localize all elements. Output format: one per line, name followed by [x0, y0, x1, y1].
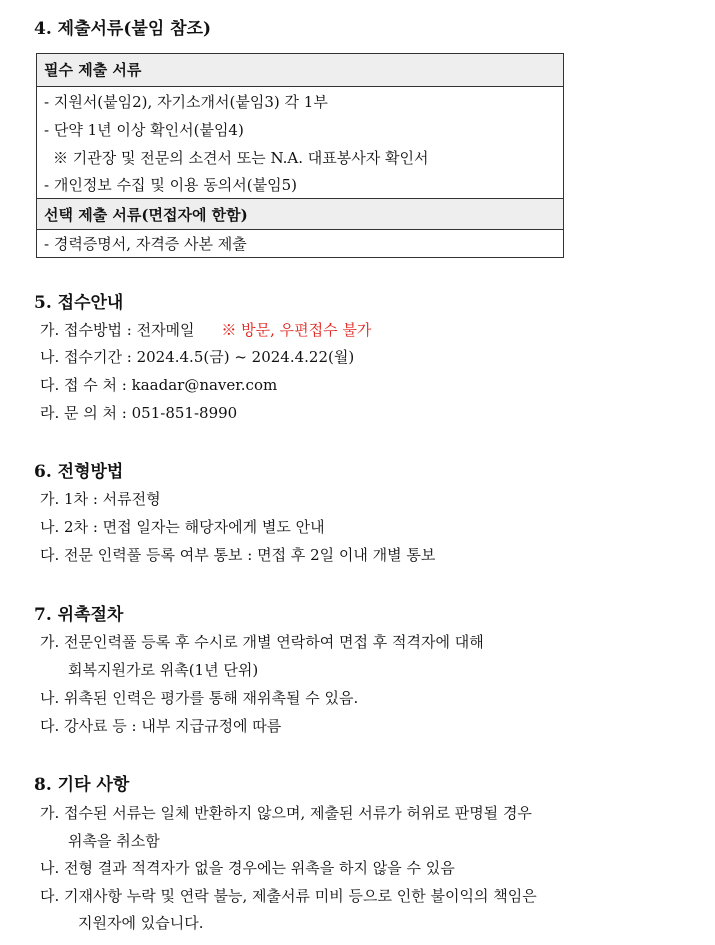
- optional-doc-item: - 경력증명서, 자격증 사본 제출: [44, 235, 247, 253]
- appointment-step-cont: 회복지원가로 위촉(1년 단위): [68, 661, 259, 679]
- appointment-step: 나. 위촉된 인력은 평가를 통해 재위촉될 수 있음.: [40, 689, 359, 707]
- appointment-step: 가. 전문인력풀 등록 후 수시로 개별 연락하여 면접 후 적격자에 대해: [40, 633, 484, 651]
- misc-item-cont: 위촉을 취소함: [68, 832, 160, 850]
- appointment-step: 다. 강사료 등 : 내부 지급규정에 따름: [40, 717, 282, 735]
- section-8-title: 8. 기타 사항: [34, 775, 130, 795]
- section-5-title: 5. 접수안내: [34, 293, 124, 313]
- required-doc-item: - 지원서(붙임2), 자기소개서(붙임3) 각 1부: [44, 93, 328, 111]
- section-7-title: 7. 위촉절차: [34, 605, 124, 625]
- receipt-method: [40, 320, 371, 340]
- required-docs-header: 필수 제출 서류: [37, 54, 563, 87]
- misc-item: 다. 기재사항 누락 및 연락 불능, 제출서류 미비 등으로 인한 불이익의 책임은: [40, 887, 537, 905]
- required-doc-note: ※ 기관장 및 전문의 소견서 또는 N.A. 대표봉사자 확인서: [53, 149, 429, 167]
- receipt-method-note: ※ 방문, 우편접수 불가: [221, 321, 372, 339]
- section-6-title: 6. 전형방법: [34, 462, 124, 482]
- required-doc-item: - 개인정보 수집 및 이용 동의서(붙임5): [44, 176, 298, 194]
- selection-step: 나. 2차 : 면접 일자는 해당자에게 별도 안내: [40, 518, 325, 536]
- documents-table: [36, 53, 564, 258]
- selection-step: 다. 전문 인력풀 등록 여부 통보 : 면접 후 2일 이내 개별 통보: [40, 546, 436, 564]
- misc-item-cont: 지원자에 있습니다.: [78, 914, 204, 932]
- selection-step: 가. 1차 : 서류전형: [40, 490, 161, 508]
- section-4-title: 4. 제출서류(붙임 참조): [34, 19, 212, 39]
- misc-item: 가. 접수된 서류는 일체 반환하지 않으며, 제출된 서류가 허위로 판명될 경우: [40, 804, 532, 822]
- misc-item: 나. 전형 결과 적격자가 없을 경우에는 위촉을 하지 않을 수 있음: [40, 859, 455, 877]
- receipt-period: 나. 접수기간 : 2024.4.5(금) ~ 2024.4.22(월): [40, 348, 355, 366]
- required-doc-item: - 단약 1년 이상 확인서(붙임4): [44, 121, 244, 139]
- receipt-method-text: 가. 접수방법 : 전자메일: [40, 321, 195, 339]
- receipt-contact: 라. 문 의 처 : 051-851-8990: [40, 404, 238, 422]
- receipt-place: 다. 접 수 처 : kaadar@naver.com: [40, 376, 278, 394]
- optional-docs-header: 선택 제출 서류(면접자에 한함): [37, 198, 563, 230]
